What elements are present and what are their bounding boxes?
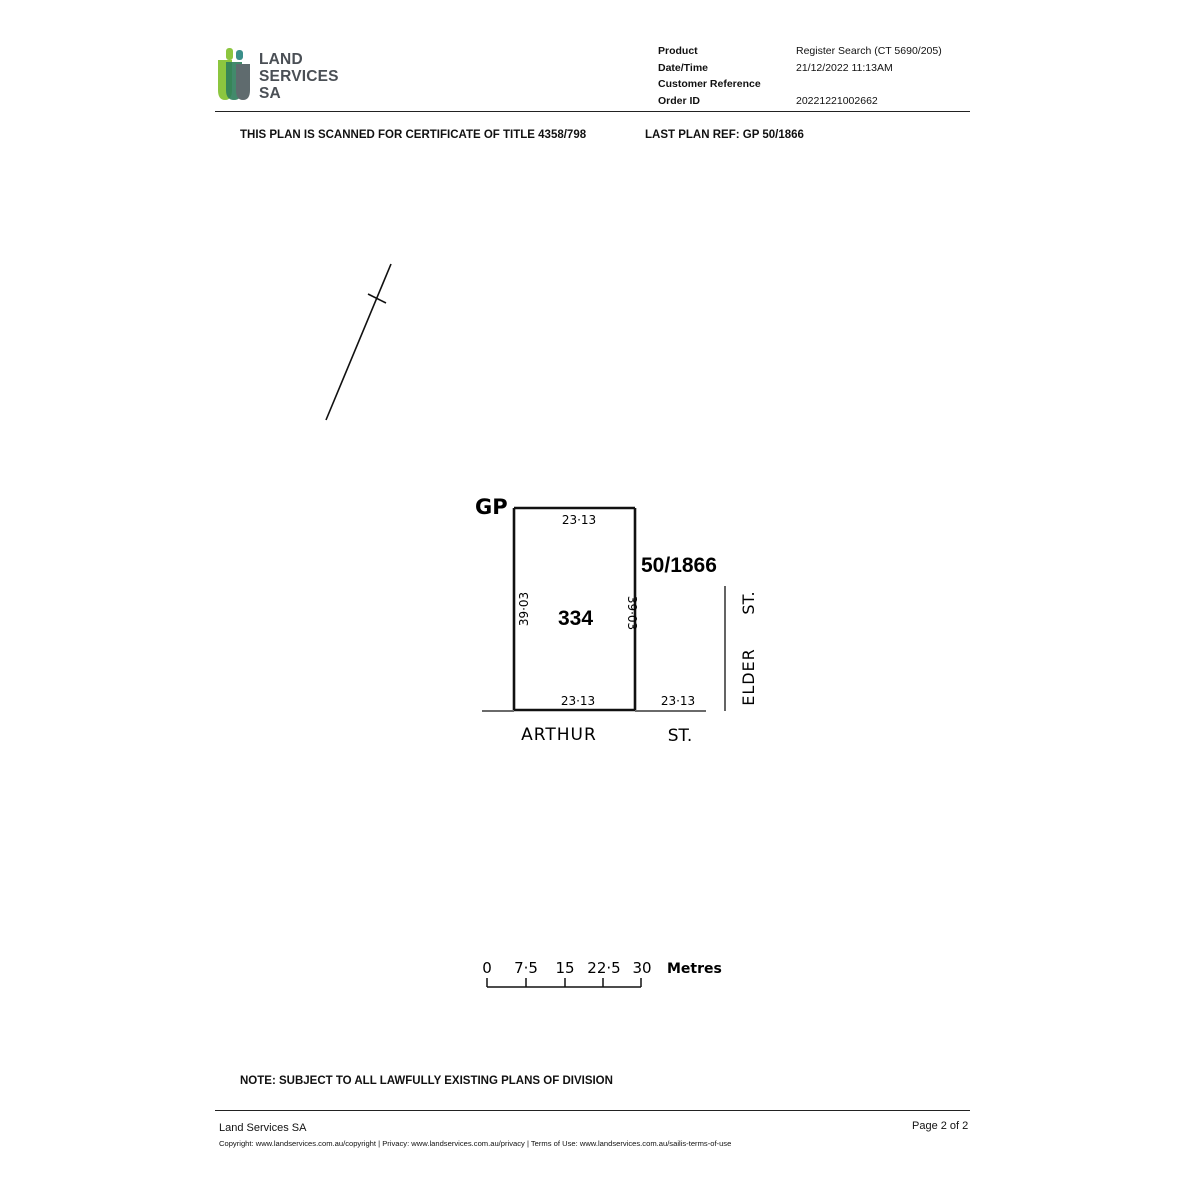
plan-ref-label: 50/1866 bbox=[641, 554, 717, 577]
scale-tick-label: 15 bbox=[555, 959, 575, 977]
scale-tick-label: 7·5 bbox=[514, 959, 538, 977]
dimension-adjacent: 23·13 bbox=[660, 694, 696, 708]
footer-organisation: Land Services SA bbox=[219, 1122, 307, 1134]
page-number: Page 2 of 2 bbox=[912, 1120, 969, 1132]
scale-tick-label: 0 bbox=[482, 959, 492, 977]
value-product: Register Search (CT 5690/205) bbox=[796, 45, 942, 57]
street-suffix-south: ST. bbox=[667, 726, 693, 746]
allotment-number: 334 bbox=[558, 607, 594, 630]
logo-line: LAND bbox=[259, 51, 303, 68]
value-order-id: 20221221002662 bbox=[796, 94, 878, 107]
scale-tick-label: 30 bbox=[632, 959, 652, 977]
division-note: NOTE: SUBJECT TO ALL LAWFULLY EXISTING PLANS OF DIVISION bbox=[240, 1075, 613, 1087]
logo-line: SERVICES bbox=[259, 68, 339, 85]
street-suffix-east: ST. bbox=[739, 591, 758, 615]
north-arrow-icon bbox=[326, 264, 391, 420]
label-product: Product bbox=[658, 45, 698, 57]
last-plan-ref-text: LAST PLAN REF: GP 50/1866 bbox=[645, 129, 804, 141]
dimension-bottom: 23·13 bbox=[560, 694, 596, 708]
label-datetime: Date/Time bbox=[658, 61, 708, 74]
dimension-left: 39·03 bbox=[517, 591, 531, 627]
scale-bar bbox=[482, 959, 722, 987]
street-name-arthur: ARTHUR bbox=[521, 725, 597, 745]
scanned-for-title-text: THIS PLAN IS SCANNED FOR CERTIFICATE OF TITLE 4358/798 bbox=[240, 129, 587, 141]
dimension-top: 23·13 bbox=[561, 513, 597, 527]
street-name-elder: ELDER bbox=[739, 648, 758, 706]
scale-unit-label: Metres bbox=[667, 961, 722, 977]
label-customer-reference: Customer Reference bbox=[658, 78, 761, 90]
dimension-right: 39·03 bbox=[625, 595, 639, 631]
scale-tick-label: 22·5 bbox=[587, 959, 621, 977]
footer-divider bbox=[215, 1110, 970, 1111]
value-datetime: 21/12/2022 11:13AM bbox=[796, 61, 893, 74]
label-order-id: Order ID bbox=[658, 94, 701, 107]
footer-copyright: Copyright: www.landservices.com.au/copyright | Privacy: www.landservices.com.au/privacy | Terms of Use: www.landservices.com.au/sailis-terms-of-use bbox=[219, 1139, 732, 1148]
gp-label: GP bbox=[475, 495, 508, 519]
logo-line: SA bbox=[259, 85, 281, 102]
